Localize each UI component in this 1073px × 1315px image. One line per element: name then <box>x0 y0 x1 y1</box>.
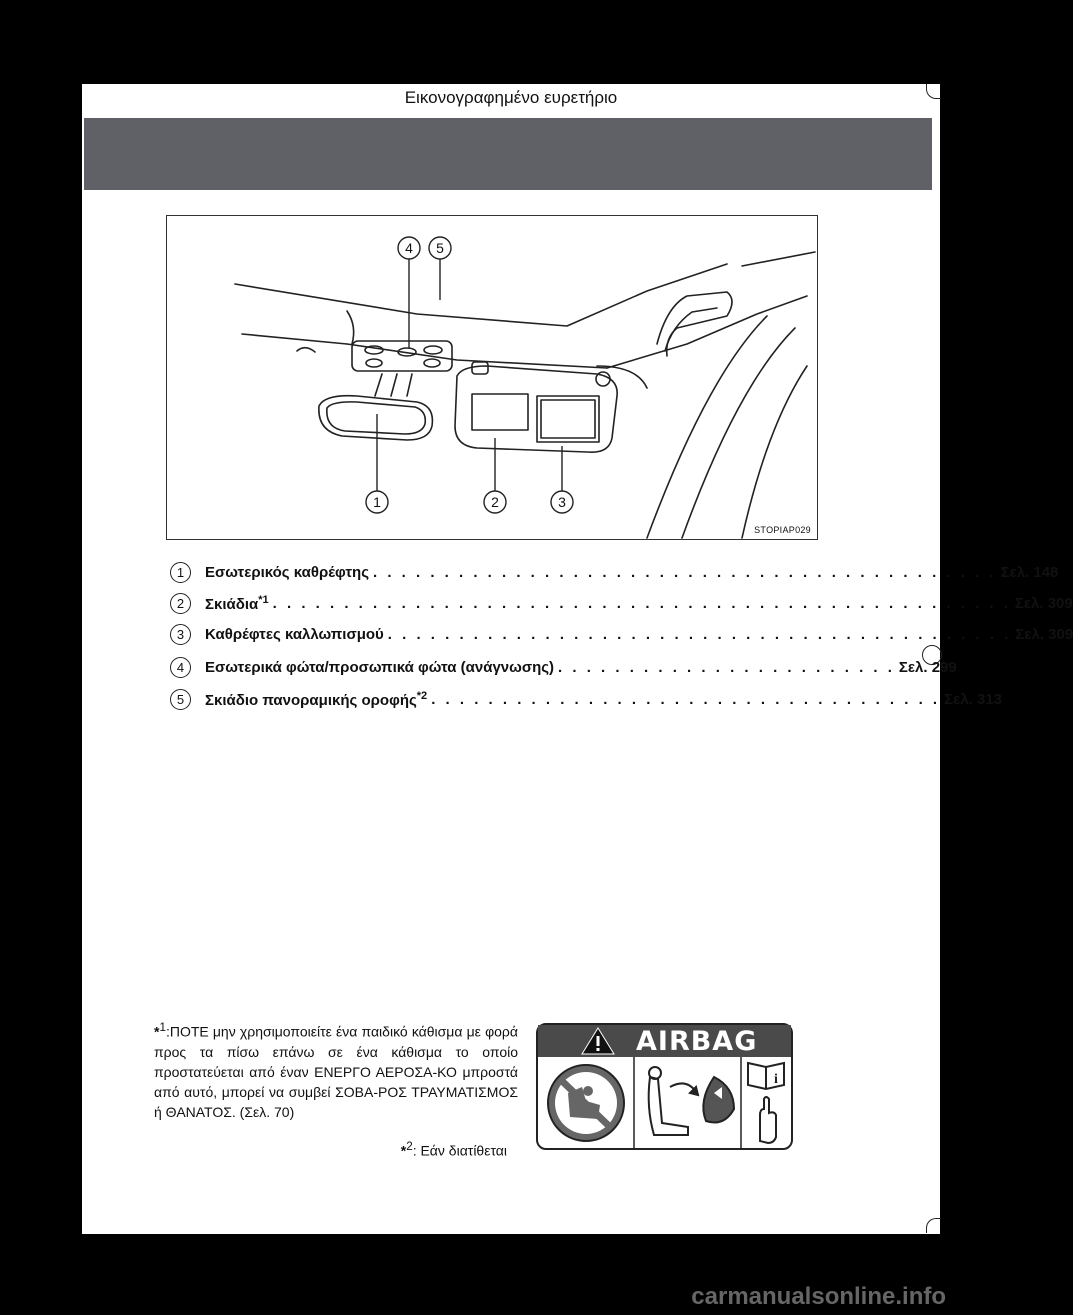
legend-label: Σκιάδια$^{*1}$ <box>205 593 269 613</box>
leader-dots: . . . . . . . . . . . . . . . . . . . . . . . . . . . . . . . . . . . . . . . . . . . . <box>387 625 1012 643</box>
legend-page-ref: Σελ. 148 <box>1000 563 1059 581</box>
footnote-1: *$^1$:ΠΟΤΕ μην χρησιμοποιείτε ένα παιδικό κάθισμα με φορά προς τα πίσω επάνω σε ένα κάθισμα το οποίο προστατεύεται από έναν ΕΝΕΡΓΟ ΑΕΡΟΣΑ-ΚΟ μπροστά από αυτό, μπορεί να συμβεί ΣΟΒΑ-ΡΟΣ ΤΡΑΥΜΑΤΙΣΜΟΣ ή ΘΑΝΑΤΟΣ. (Σελ. 70) <box>154 1021 518 1120</box>
legend-page-ref: Σελ. 309 <box>1014 594 1073 612</box>
legend-number: 2 <box>170 593 191 614</box>
legend-number: 5 <box>170 689 191 710</box>
airbag-pictograms <box>538 1057 791 1148</box>
crop-mark-bottom-right <box>926 1218 941 1233</box>
legend-page-ref: Σελ. 309 <box>1015 625 1073 643</box>
airbag-deployment-icon <box>649 1067 734 1135</box>
legend-label: Εσωτερικός καθρέφτης <box>205 563 369 581</box>
read-manual-icon <box>748 1063 784 1143</box>
legend-item <box>170 560 1059 584</box>
airbag-header <box>538 1025 791 1057</box>
interior-ceiling-drawing <box>167 216 817 539</box>
svg-text:i: i <box>774 1072 778 1087</box>
callout-2-label: 2 <box>491 494 499 510</box>
watermark: carmanualsonline.info <box>691 1283 946 1310</box>
airbag-title: AIRBAG <box>636 1026 758 1057</box>
legend-label: Σκιάδιο πανοραμικής οροφής$^{*2}$ <box>205 689 428 709</box>
footnote-marker: *2 <box>416 689 428 702</box>
callout-3-label: 3 <box>558 494 566 510</box>
callout-1-label: 1 <box>373 494 381 510</box>
legend-label: Εσωτερικά φώτα/προσωπικά φώτα (ανάγνωσης) <box>205 658 555 676</box>
legend-number: 3 <box>170 624 191 645</box>
legend-item <box>170 591 1073 615</box>
airbag-warning-label <box>536 1023 793 1150</box>
leader-dots: . . . . . . . . . . . . . . . . . . . . . . . . <box>558 658 895 676</box>
legend-number: 1 <box>170 562 191 583</box>
footnote-marker: *1 <box>258 593 269 606</box>
section-band <box>84 118 932 190</box>
callout-4-label: 4 <box>405 240 413 256</box>
legend-label: Καθρέφτες καλλωπισμού <box>205 625 384 643</box>
legend-number: 4 <box>170 657 191 678</box>
legend-item <box>170 655 957 679</box>
warning-triangle-icon <box>578 1025 618 1057</box>
figure-code: STOPIAP029 <box>754 525 811 535</box>
leader-dots: . . . . . . . . . . . . . . . . . . . . . . . . . . . . . . . . . . . . . . . . . . . . <box>373 563 997 581</box>
page-header-title: Εικονογραφημένο ευρετήριο <box>404 88 618 107</box>
leader-dots: . . . . . . . . . . . . . . . . . . . . . . . . . . . . . . . . . . . . <box>431 690 941 708</box>
no-child-seat-icon <box>548 1065 624 1141</box>
footnote-2: *$^2$: Εάν διατίθεται <box>400 1140 507 1159</box>
callout-5-label: 5 <box>436 240 444 256</box>
legend-item <box>170 687 1002 711</box>
leader-dots: . . . . . . . . . . . . . . . . . . . . . . . . . . . . . . . . . . . . . . . . . . . . . . . . . . . . <box>272 594 1011 612</box>
sun-visor-area-illustration <box>166 215 818 540</box>
legend-page-ref: Σελ. 299 <box>898 658 957 676</box>
legend-page-ref: Σελ. 313 <box>944 690 1002 708</box>
legend-item <box>170 622 1073 646</box>
